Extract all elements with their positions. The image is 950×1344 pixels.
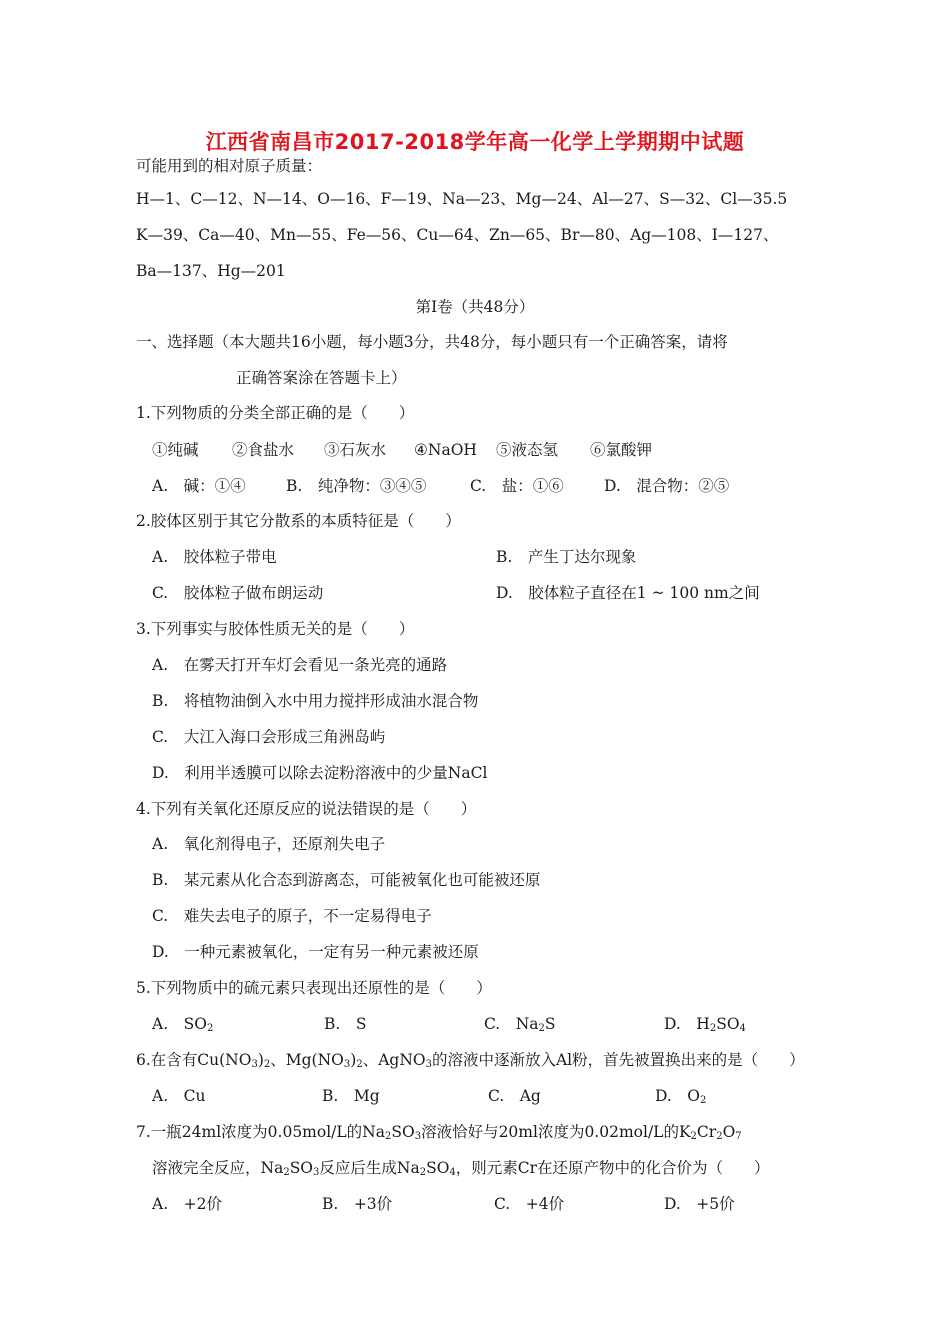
q4-option-c: C. 难失去电子的原子，不一定易得电子: [152, 907, 432, 925]
q3-option-b: B. 将植物油倒入水中用力搅拌形成油水混合物: [152, 692, 479, 710]
q3-option-a: A. 在雾天打开车灯会看见一条光亮的通路: [152, 656, 448, 674]
q4-option-d: D. 一种元素被氧化，一定有另一种元素被还原: [152, 943, 479, 961]
q6-option-b: B. Mg: [322, 1087, 380, 1105]
q2-option-c: C. 胶体粒子做布朗运动: [152, 584, 324, 602]
q1-item-3: ③石灰水: [324, 441, 387, 459]
q1-item-2: ②食盐水: [232, 441, 295, 459]
section-heading-line-1: 一、选择题（本大题共16小题，每小题3分，共48分，每小题只有一个正确答案，请将: [136, 333, 728, 351]
q7-option-d: D. +5价: [664, 1195, 735, 1213]
q1-option-c: C. 盐：①⑥: [470, 477, 564, 495]
q5-option-c: C. $Na_2S$: [484, 1015, 556, 1034]
question-1-stem: 1.下列物质的分类全部正确的是（ ）: [136, 404, 415, 422]
question-3-stem: 3.下列事实与胶体性质无关的是（ ）: [136, 620, 415, 638]
q5-option-a: A. $SO_2$: [152, 1015, 214, 1034]
q5-option-b: B. S: [324, 1015, 367, 1033]
q1-option-b: B. 纯净物：③④⑤: [286, 477, 427, 495]
masses-line-2: K—39、Ca—40、Mn—55、Fe—56、Cu—64、Zn—65、Br—80、Ag—108、I—127、: [136, 226, 779, 244]
question-5-stem: 5.下列物质中的硫元素只表现出还原性的是（ ）: [136, 979, 492, 997]
question-7-stem-line-1: 7.一瓶24ml浓度为0.05mol/L的$Na_2SO_3$溶液恰好与20ml浓度为0.02mol/L的$K_2Cr_2O_7$: [136, 1123, 742, 1142]
q4-option-a: A. 氧化剂得电子，还原剂失电子: [152, 835, 386, 853]
question-4-stem: 4.下列有关氧化还原反应的说法错误的是（ ）: [136, 800, 477, 818]
q6-option-d: D. $O_2$: [655, 1087, 707, 1106]
q1-option-d: D. 混合物：②⑤: [604, 477, 730, 495]
masses-line-3: Ba—137、Hg—201: [136, 262, 286, 280]
q7-option-a: A. +2价: [152, 1195, 222, 1213]
q2-option-d: D. 胶体粒子直径在1 ~ 100 nm之间: [496, 584, 760, 602]
volume-title: 第Ⅰ卷（共48分）: [415, 298, 535, 316]
q2-option-b: B. 产生丁达尔现象: [496, 548, 637, 566]
q5-option-d: D. $H_2SO_4$: [664, 1015, 746, 1034]
q1-item-1: ①纯碱: [152, 441, 199, 459]
question-6-stem: 6.在含有$Cu(NO_3)_2$、$Mg(NO_3)_2$、AgNO$_3$的溶液中逐渐放入Al粉，首先被置换出来的是（ ）: [136, 1051, 805, 1070]
q7-option-c: C. +4价: [494, 1195, 565, 1213]
question-7-stem-line-2: 溶液完全反应，$Na_2SO_3$反应后生成$Na_2SO_4$，则元素Cr在还原产物中的化合价为（ ）: [152, 1159, 770, 1178]
q1-item-5: ⑤液态氢: [496, 441, 559, 459]
q1-item-4: ④NaOH: [414, 441, 477, 459]
masses-line-1: H—1、C—12、N—14、O—16、F—19、Na—23、Mg—24、Al—27、S—32、Cl—35.5: [136, 190, 788, 208]
q1-item-6: ⑥氯酸钾: [590, 441, 653, 459]
q2-option-a: A. 胶体粒子带电: [152, 548, 277, 566]
q7-option-b: B. +3价: [322, 1195, 393, 1213]
masses-label: 可能用到的相对原子质量：: [136, 157, 323, 175]
q3-option-d: D. 利用半透膜可以除去淀粉溶液中的少量NaCl: [152, 764, 488, 782]
page-title: 江西省南昌市2017-2018学年高一化学上学期期中试题: [205, 130, 745, 154]
section-heading-line-2: 正确答案涂在答题卡上）: [236, 369, 407, 387]
question-2-stem: 2.胶体区别于其它分散系的本质特征是（ ）: [136, 512, 461, 530]
q6-option-a: A. Cu: [152, 1087, 206, 1105]
q3-option-c: C. 大江入海口会形成三角洲岛屿: [152, 728, 386, 746]
q1-option-a: A. 碱：①④: [152, 477, 246, 495]
q4-option-b: B. 某元素从化合态到游离态，可能被氧化也可能被还原: [152, 871, 541, 889]
q6-option-c: C. Ag: [488, 1087, 541, 1105]
